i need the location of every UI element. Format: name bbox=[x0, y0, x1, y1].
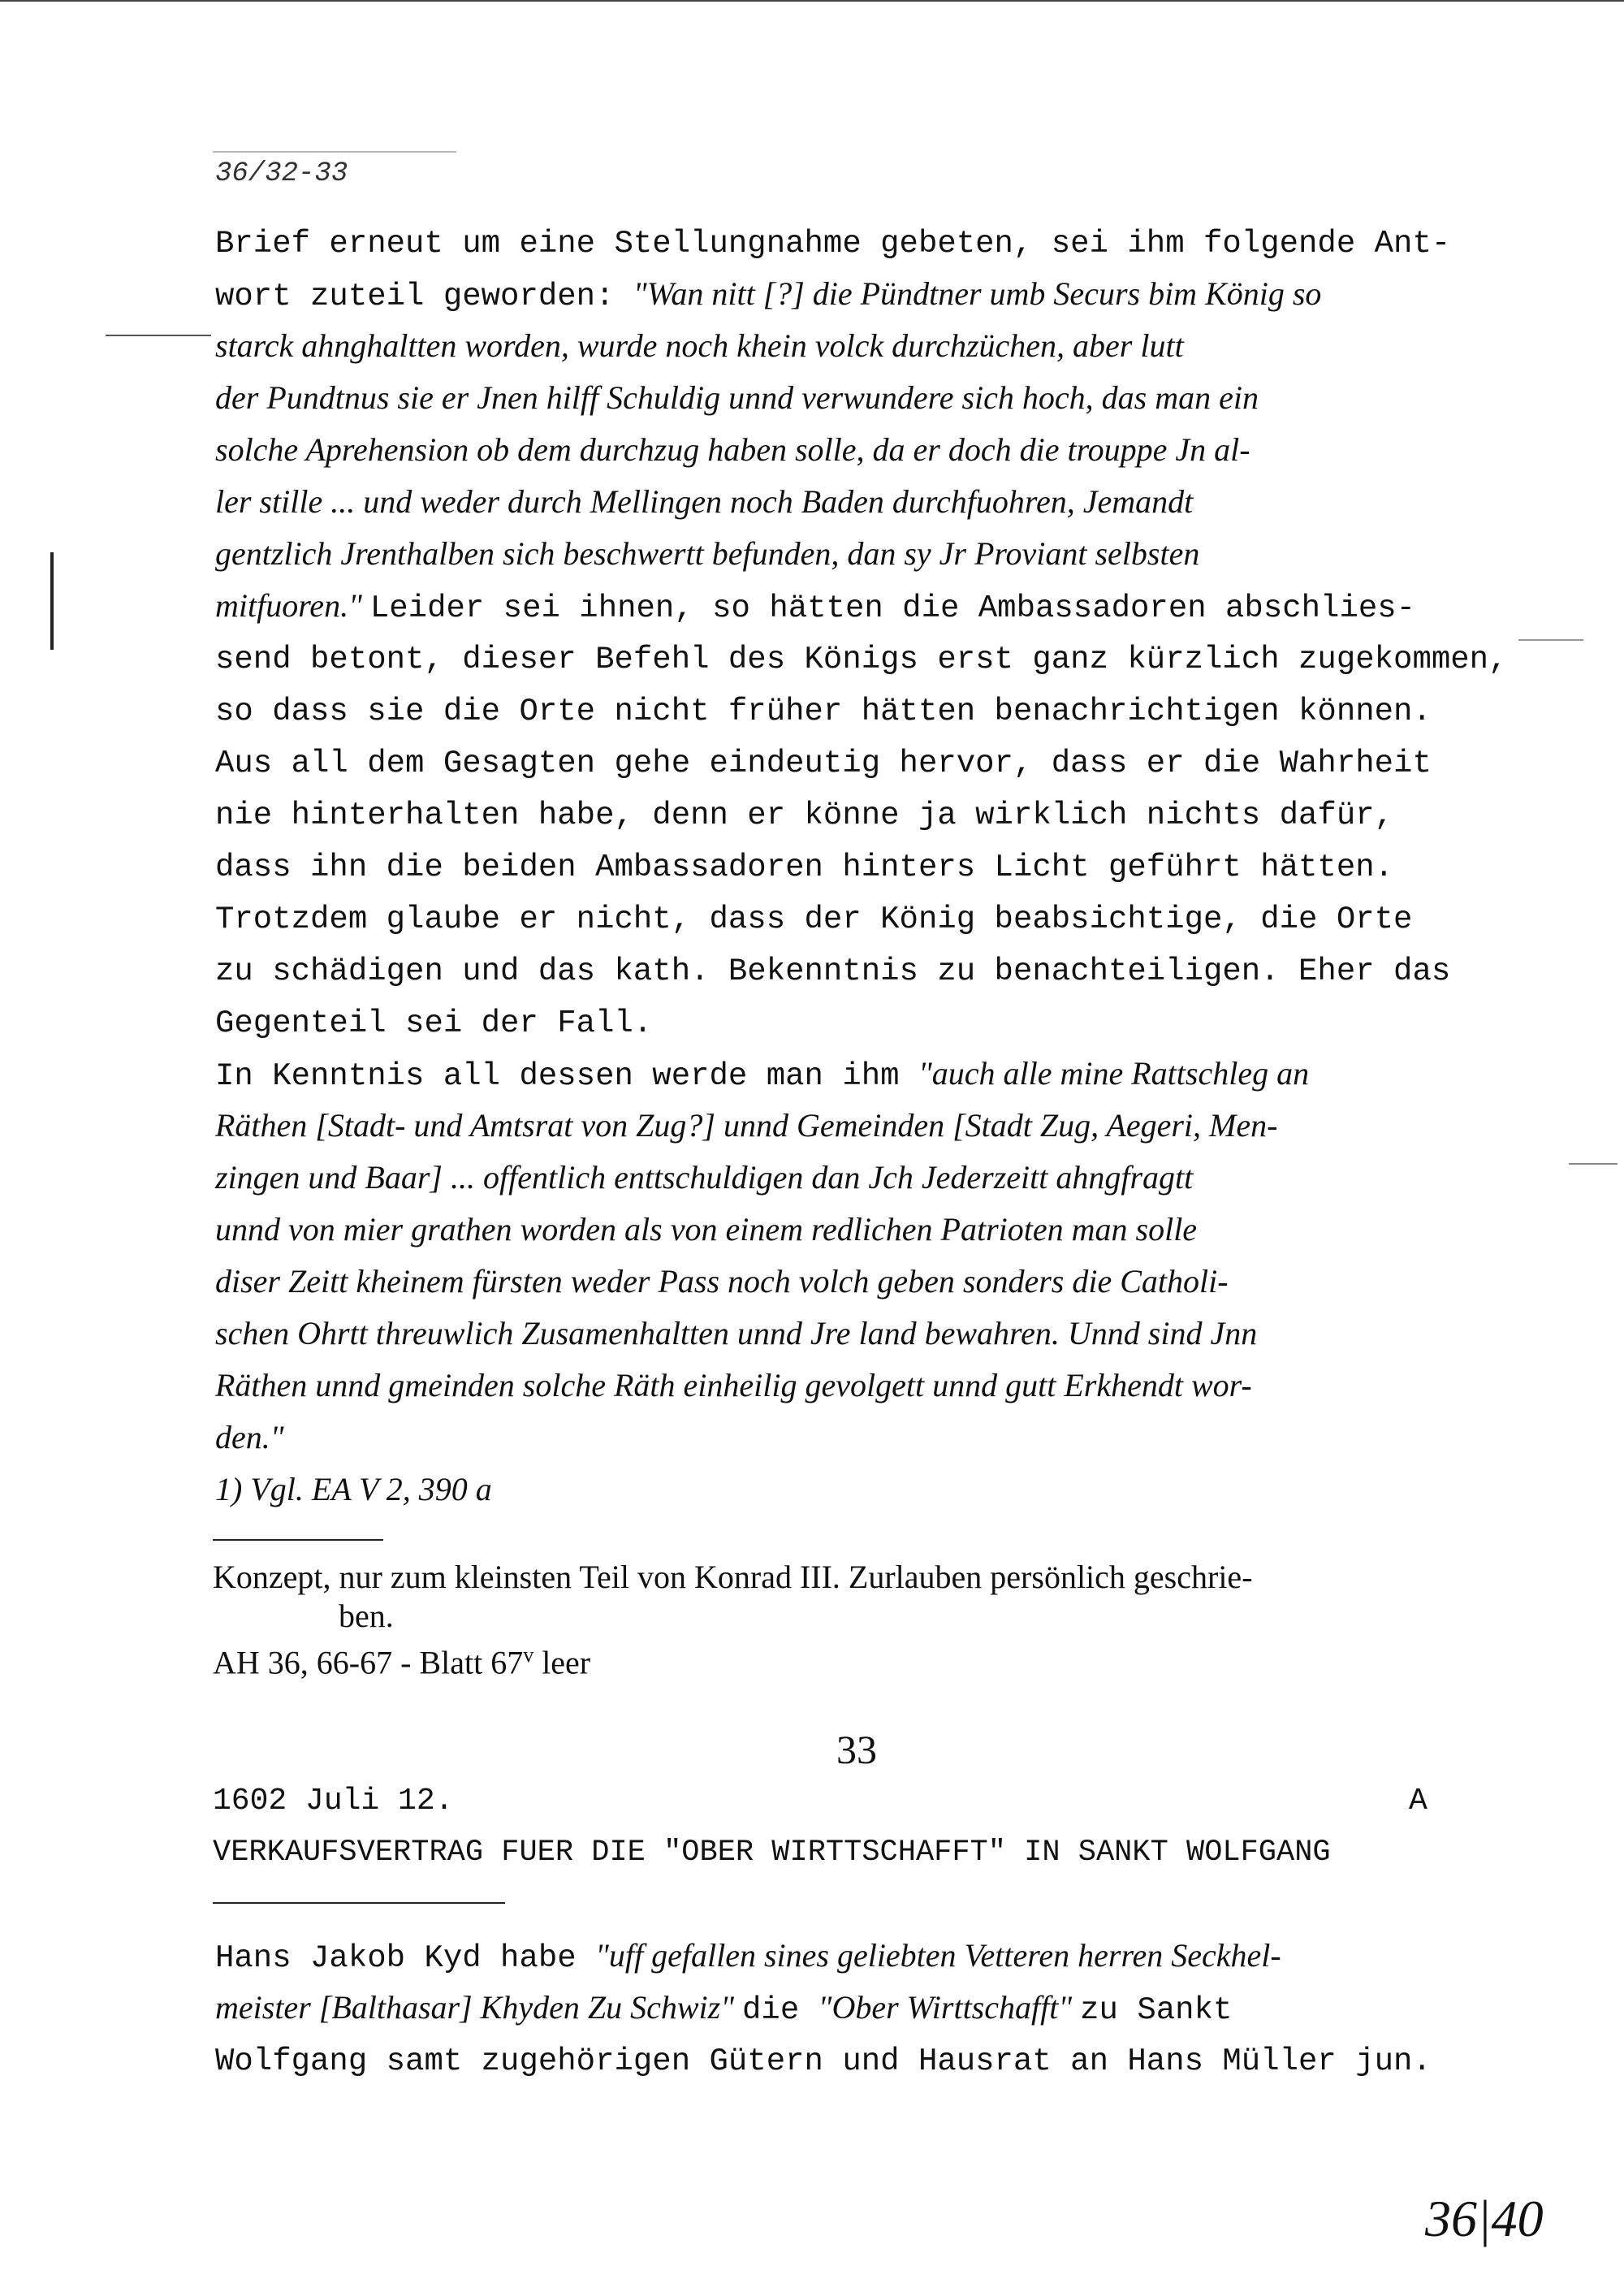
text-line bbox=[215, 685, 1432, 734]
note-line-2: ben. bbox=[339, 1598, 394, 1634]
quoted-source-text: "Ober Wirttschafft" bbox=[818, 1989, 1081, 2026]
text-line bbox=[215, 582, 1415, 630]
margin-rule-right-2 bbox=[1518, 639, 1583, 641]
text-line bbox=[215, 1101, 1277, 1150]
text-line bbox=[215, 1413, 284, 1462]
entry-date: 1602 Juli 12. bbox=[213, 1784, 454, 1818]
entry-letter: A bbox=[1409, 1784, 1427, 1818]
quoted-source-text: schen Ohrtt threuwlich Zusamenhaltten unnd Jre land bewahren. Unnd sind Jnn bbox=[215, 1315, 1258, 1351]
page-reference: 36/32-33 bbox=[215, 158, 348, 189]
body-text: Hans Jakob Kyd habe bbox=[215, 1940, 596, 1976]
text-line bbox=[215, 1983, 1232, 2032]
entry-title: VERKAUFSVERTRAG FUER DIE "OBER WIRTTSCHAFFT" IN SANKT WOLFGANG bbox=[213, 1836, 1331, 1870]
quoted-source-text: den." bbox=[215, 1419, 284, 1455]
margin-rule-right bbox=[1569, 1163, 1618, 1165]
text-line bbox=[215, 426, 1250, 474]
text-line bbox=[215, 374, 1259, 422]
note-empty-label: leer bbox=[533, 1644, 591, 1681]
faint-rule bbox=[213, 151, 456, 153]
quoted-source-text: diser Zeitt kheinem fürsten weder Pass noch volch geben sonders die Catholi- bbox=[215, 1263, 1229, 1300]
quoted-source-text: mitfuoren." bbox=[215, 587, 370, 624]
body-text: dass ihn die beiden Ambassadoren hinters Licht geführt hätten. bbox=[215, 850, 1394, 885]
body-text: Gegenteil sei der Fall. bbox=[215, 1005, 653, 1041]
text-line bbox=[215, 322, 1184, 370]
text-line bbox=[215, 478, 1193, 526]
quoted-source-text: meister [Balthasar] Khyden Zu Schwiz" bbox=[215, 1989, 743, 2026]
text-line bbox=[215, 997, 652, 1046]
text-line bbox=[215, 530, 1199, 578]
text-line bbox=[215, 945, 1450, 994]
text-line bbox=[215, 789, 1393, 838]
quoted-source-text: zingen und Baar] ... offentlich enttschuldigen dan Jch Jederzeitt ahngfragtt bbox=[215, 1159, 1194, 1196]
body-text: so dass sie die Orte nicht früher hätten benachrichtigen können. bbox=[215, 694, 1432, 729]
quoted-source-text: "auch alle mine Rattschleg an bbox=[918, 1055, 1310, 1092]
body-text: Leider sei ihnen, so hätten die Ambassadoren abschlies- bbox=[369, 590, 1416, 626]
quoted-source-text: solche Aprehension ob dem durchzug haben solle, da er doch die trouppe Jn al- bbox=[215, 431, 1250, 468]
source-note bbox=[213, 1558, 1253, 1682]
text-line bbox=[215, 893, 1412, 942]
note-verso-mark: v bbox=[523, 1643, 534, 1667]
text-line bbox=[215, 218, 1450, 266]
body-text: nie hinterhalten habe, denn er könne ja wirklich nichts dafür, bbox=[215, 798, 1394, 833]
quoted-source-text: Räthen [Stadt- und Amtsrat von Zug?] unnd Gemeinden [Stadt Zug, Aegeri, Men- bbox=[215, 1107, 1278, 1144]
text-line bbox=[215, 1465, 492, 1514]
note-line-1: Konzept, nur zum kleinsten Teil von Konrad III. Zurlauben persönlich geschrie- bbox=[213, 1559, 1253, 1595]
body-text: die bbox=[742, 1992, 818, 2028]
body-text: Trotzdem glaube er nicht, dass der König beabsichtige, die Orte bbox=[215, 902, 1413, 937]
quoted-source-text: unnd von mier grathen worden als von einem redlichen Patrioten man solle bbox=[215, 1211, 1198, 1248]
text-line bbox=[215, 1049, 1309, 1098]
body-text: zu schädigen und das kath. Bekenntnis zu benachteiligen. Eher das bbox=[215, 954, 1451, 989]
text-line bbox=[215, 841, 1393, 890]
quoted-source-text: ler stille ... und weder durch Mellingen noch Baden durchfuohren, Jemandt bbox=[215, 483, 1194, 520]
title-separator bbox=[213, 1902, 505, 1904]
text-line bbox=[215, 1309, 1257, 1358]
handwritten-page-mark: 36|40 bbox=[1425, 2190, 1544, 2247]
body-text: In Kenntnis all dessen werde man ihm bbox=[215, 1058, 918, 1094]
text-line bbox=[215, 737, 1432, 786]
quoted-source-text: "Wan nitt [?] die Pündtner umb Securs bim König so bbox=[633, 275, 1322, 312]
quoted-source-text: "uff gefallen sines geliebten Vetteren herren Seckhel- bbox=[595, 1937, 1281, 1974]
text-line bbox=[215, 1257, 1229, 1306]
quoted-source-text: der Pundtnus sie er Jnen hilff Schuldig unnd verwundere sich hoch, das man ein bbox=[215, 379, 1259, 416]
quoted-source-text: 1) Vgl. EA V 2, 390 a bbox=[215, 1471, 492, 1507]
text-line bbox=[215, 1931, 1281, 1980]
text-line bbox=[215, 270, 1321, 318]
note-archive-ref: AH 36, 66-67 - Blatt 67 bbox=[213, 1644, 524, 1681]
quoted-source-text: Räthen unnd gmeinden solche Räth einheilig gevolgett unnd gutt Erkhendt wor- bbox=[215, 1367, 1252, 1403]
text-line bbox=[215, 1205, 1197, 1254]
margin-rule bbox=[106, 335, 211, 336]
body-text: zu Sankt bbox=[1080, 1992, 1233, 2028]
quoted-source-text: gentzlich Jrenthalben sich beschwertt befunden, dan sy Jr Proviant selbsten bbox=[215, 535, 1200, 572]
body-text: Wolfgang samt zugehörigen Gütern und Hausrat an Hans Müller jun. bbox=[215, 2043, 1432, 2079]
body-text: Aus all dem Gesagten gehe eindeutig hervor, dass er die Wahrheit bbox=[215, 746, 1432, 781]
note-line-3 bbox=[213, 1636, 1253, 1682]
text-line bbox=[215, 634, 1507, 682]
margin-bracket bbox=[50, 552, 54, 650]
text-line bbox=[215, 2035, 1432, 2084]
body-text: wort zuteil geworden: bbox=[215, 279, 633, 314]
footnote-separator bbox=[213, 1539, 383, 1541]
quoted-source-text: starck ahnghaltten worden, wurde noch khein volck durchzüchen, aber lutt bbox=[215, 327, 1184, 364]
scan-top-border bbox=[0, 0, 1624, 2]
text-line bbox=[215, 1153, 1193, 1202]
entry-number: 33 bbox=[836, 1727, 877, 1772]
text-line bbox=[215, 1361, 1252, 1410]
body-text: Brief erneut um eine Stellungnahme gebeten, sei ihm folgende Ant- bbox=[215, 226, 1451, 262]
body-text: send betont, dieser Befehl des Königs erst ganz kürzlich zugekommen, bbox=[215, 642, 1508, 677]
